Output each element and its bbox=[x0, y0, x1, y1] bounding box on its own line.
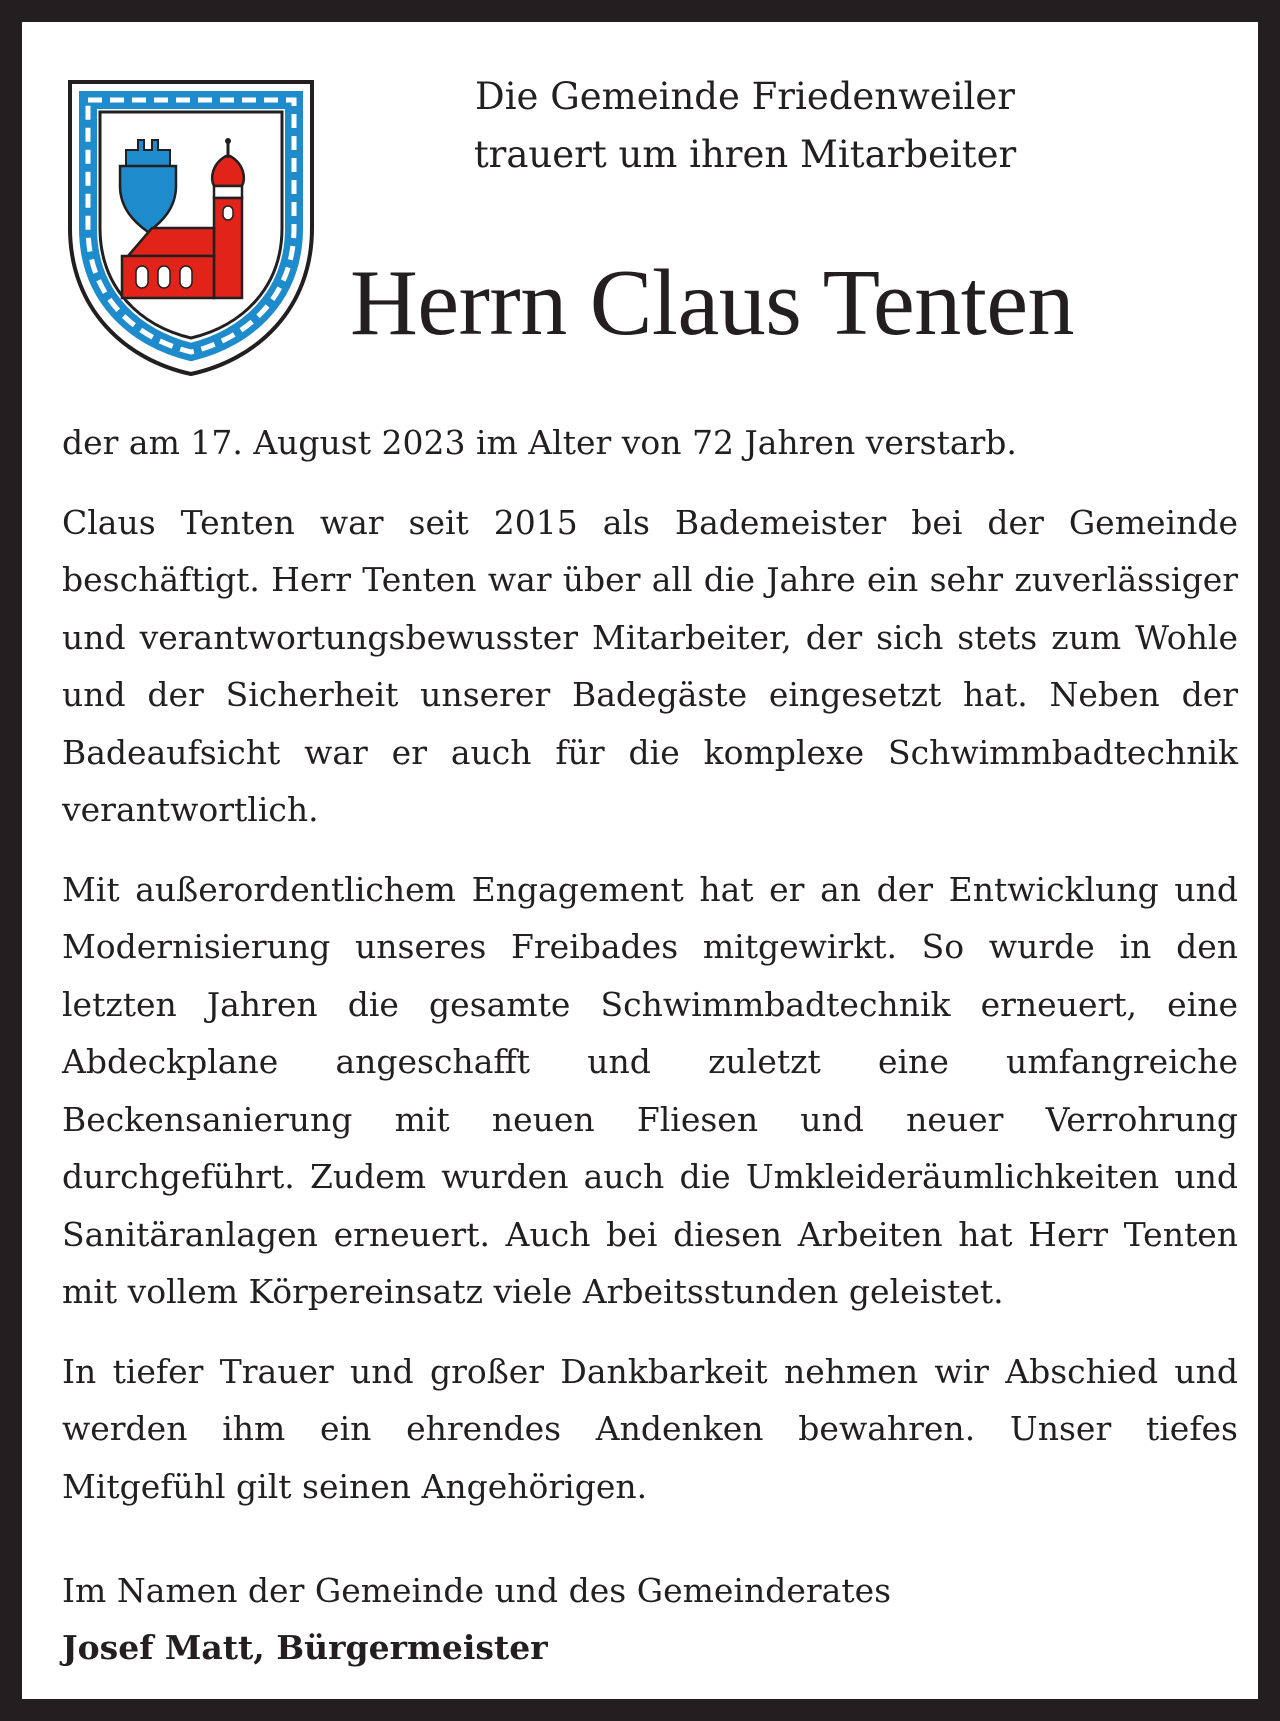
signoff-line: Im Namen der Gemeinde und des Gemeinderates bbox=[62, 1571, 892, 1610]
death-line: der am 17. August 2023 im Alter von 72 Jahren verstarb. bbox=[62, 423, 1017, 462]
deceased-name: Herrn Claus Tenten bbox=[350, 251, 1075, 355]
intro-line-1: Die Gemeinde Friedenweiler bbox=[475, 75, 1015, 118]
intro-line-2: trauert um ihren Mitarbeiter bbox=[473, 133, 1017, 176]
signature-block bbox=[62, 1562, 891, 1676]
friedenweiler-coat-of-arms-icon bbox=[66, 78, 316, 378]
signatory-name: Josef Matt, Bürgermeister bbox=[62, 1628, 548, 1667]
obituary-notice bbox=[22, 22, 1258, 1699]
intro-block bbox=[340, 68, 1150, 184]
paragraph-career: Claus Tenten war seit 2015 als Bademeister bei der Gemeinde beschäftigt. Herr Tenten war über all die Jahre ein sehr zuverlässiger und verantwortungsbewusster Mitarbeiter, der sich stets zum Wohle und der Sicherheit unserer Badegäste eingesetzt hat. Neben der Badeaufsicht war er auch für die komplexe Schwimmbadtechnik verantwortlich. bbox=[62, 502, 1238, 829]
paragraph-farewell: In tiefer Trauer und großer Dankbarkeit nehmen wir Abschied und werden ihm ein ehrendes Andenken bewahren. Unser tiefes Mitgefühl gilt seinen Angehörigen. bbox=[62, 1351, 1238, 1506]
notice-body bbox=[62, 414, 1238, 1515]
paragraph-engagement: Mit außerordentlichem Engagement hat er an der Entwicklung und Modernisierung unseres Freibades mitgewirkt. So wurde in den letzten Jahren die gesamte Schwimmbadtechnik erneuert, eine Abdeckplane angeschafft und zuletzt eine umfangreiche Beckensanierung mit neuen Fliesen und neuer Verrohrung durchgeführt. Zudem wurden auch die Umkleideräumlichkeiten und Sanitäranlagen erneuert. Auch bei diesen Arbeiten hat Herr Tenten mit vollem Körpereinsatz viele Arbeitsstunden geleistet. bbox=[62, 869, 1238, 1311]
